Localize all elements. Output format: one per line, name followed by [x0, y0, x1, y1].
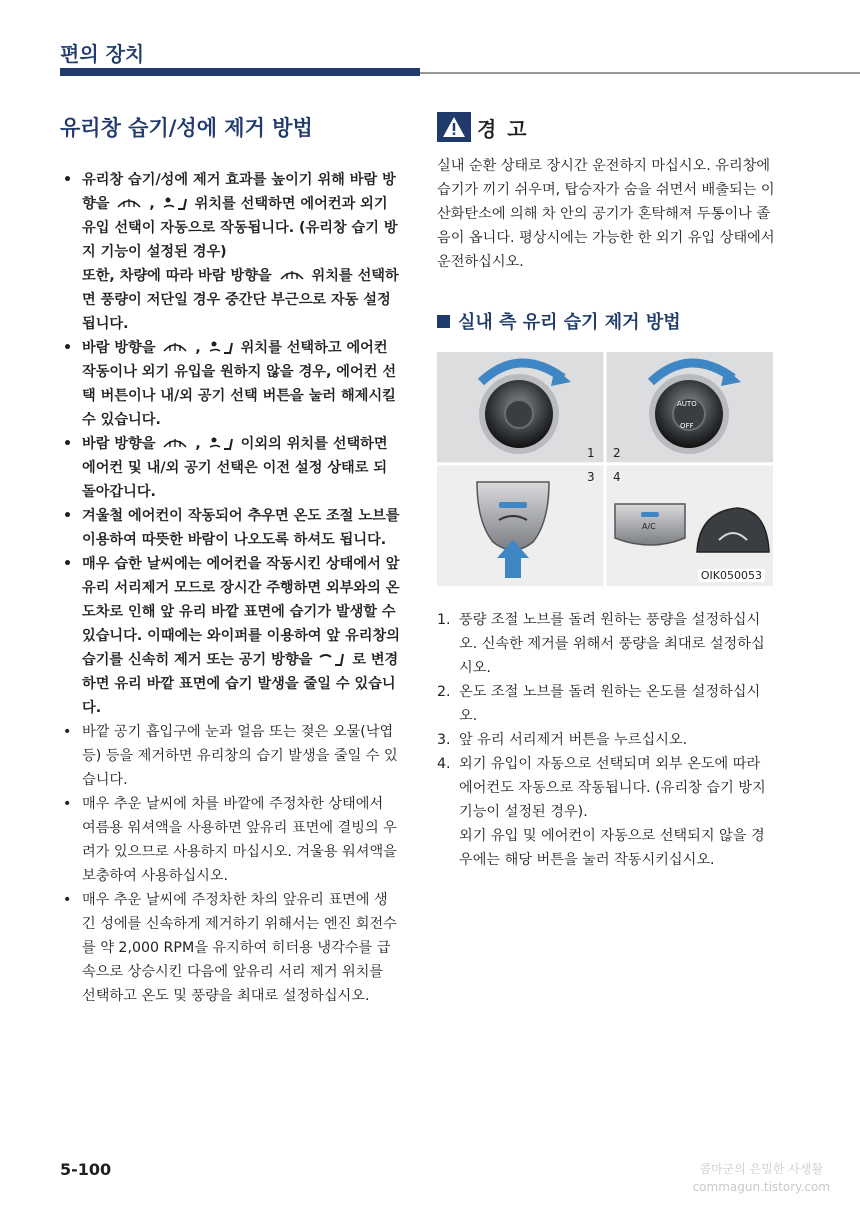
windshield-defrost-icon: [160, 435, 190, 451]
bullet-text: 이외의 위치를 선택하면 에어컨 및 내/외 공기 선택은 이전 설정 상태로 되돌아갑니다.: [82, 436, 388, 500]
right-column: [437, 112, 777, 872]
step-number: 4.: [437, 756, 451, 772]
figure-number: 1: [587, 446, 595, 460]
floor-defrost-icon: [206, 435, 236, 451]
bullet-text: 유리창 습기/성에 제거 효과를 높이기 위해 바람 방향을: [82, 172, 396, 212]
bullet-list: [60, 168, 400, 1008]
step-note: 외기 유입 및 에어컨이 자동으로 선택되지 않을 경우에는 해당 버튼을 눌러 작동시키십시오.: [459, 828, 765, 868]
list-item: [60, 888, 400, 1008]
figure-number: 4: [613, 470, 621, 484]
list-item: [60, 792, 400, 888]
section-header: 편의 장치: [60, 42, 145, 66]
left-column: [60, 112, 400, 1008]
step-text: 외기 유입이 자동으로 선택되며 외부 온도에 따라 에어컨도 자동으로 작동됩니다. (유리창 습기 방지 기능이 설정된 경우).: [459, 756, 766, 820]
bullet-text: 바람 방향을: [82, 436, 156, 452]
control-panel-figure: [437, 352, 773, 586]
header-bar: [60, 68, 420, 76]
step-item: [437, 680, 777, 728]
bullet-text: 위치를 선택하고 에어컨 작동이나 외기 유입을 원하지 않을 경우, 에어컨 선택 버튼이나 내/외 공기 선택 버튼을 눌러 해제시킬 수 있습니다.: [82, 340, 397, 428]
warning-icon: [437, 112, 471, 142]
subsection-title: [437, 308, 777, 334]
figure-number: 3: [587, 470, 595, 484]
watermark-line: commagun.tistory.com: [692, 1180, 830, 1194]
square-bullet-icon: [437, 315, 450, 328]
bullet-text: 로 변경하면 유리 바깥 표면에 습기 발생을 줄일 수 있습니다.: [82, 652, 399, 716]
step-number: 1.: [437, 612, 451, 628]
step-text: 앞 유리 서리제거 버튼을 누르십시오.: [459, 732, 688, 748]
bullet-text: 위치를 선택하면 에어컨과 외기 유입 선택이 자동으로 작동됩니다. (유리창 습기 방지 기능이 설정된 경우): [82, 196, 398, 260]
figure-code: OIK050053: [698, 569, 765, 582]
list-item: [60, 720, 400, 792]
windshield-defrost-icon: [277, 267, 307, 283]
temperature-knob: [649, 374, 729, 454]
list-item: [60, 552, 400, 720]
floor-defrost-icon: [206, 339, 236, 355]
bullet-text: 매우 추운 날씨에 주정차한 차의 앞유리 표면에 생긴 성에를 신속하게 제거하기 위해서는 엔진 회전수를 약 2,000 RPM을 유지하여 히터용 냉각수를 급속으로 상승시킨 다음에 앞유리 서리 제거 위치를 선택하고 온도 및 풍량을 최대로 설정하십시오.: [82, 892, 397, 1004]
bullet-text: 바람 방향을: [82, 340, 156, 356]
list-item: • 바람 방향을 , 이외의 위치를 선택하면 에어컨 및 내/외 공기 선택은 이전 설정 상태로 되돌아갑니다.: [60, 432, 400, 504]
steps-list: [437, 608, 777, 824]
watermark: [693, 1160, 830, 1196]
warning-text: 실내 순환 상태로 장시간 운전하지 마십시오. 유리창에 습기가 끼기 쉬우며, 탑승자가 숨을 쉬면서 배출되는 이산화탄소에 의해 차 안의 공기가 혼탁해져 두통이나 졸음이 옵니다. 평상시에는 가능한 한 외기 유입 상태에서 운전하십시오.: [437, 158, 775, 270]
step-text: 온도 조절 노브를 돌려 원하는 온도를 설정하십시오.: [459, 684, 761, 724]
bullet-text: 겨울철 에어컨이 작동되어 추우면 온도 조절 노브를 이용하여 따뜻한 바람이 나오도록 하셔도 됩니다.: [82, 508, 400, 548]
watermark-line: 콤마군의 은밀한 사생활: [699, 1162, 824, 1176]
defrost-direction-icon: [317, 651, 347, 667]
step-item: [437, 752, 777, 824]
list-item: • 유리창 습기/성에 제거 효과를 높이기 위해 바람 방향을 , 위치를 선택하면 에어컨과 외기 유입 선택이 자동으로 작동됩니다. (유리창 습기 방지 기능이 설정된 경우) 또한, 차량에 따라 바람 방향을 위치를 선택하면 풍량이 저단일 경우 중간단 부근으로 자동 설정됩니다.: [60, 168, 400, 336]
warning-header: [437, 112, 777, 142]
figure-number: 2: [613, 446, 621, 460]
list-item: [60, 504, 400, 552]
step-number: 2.: [437, 684, 451, 700]
floor-defrost-icon: [160, 195, 190, 211]
step-number: 3.: [437, 732, 451, 748]
windshield-defrost-icon: [114, 195, 144, 211]
knob-auto-label: AUTO: [677, 400, 697, 408]
header-line: [420, 72, 860, 74]
bullet-text: 매우 습한 날씨에는 에어컨을 작동시킨 상태에서 앞 유리 서리제거 모드로 장시간 주행하면 외부와의 온도차로 인해 앞 유리 바깥 표면에 습기가 발생할 수 있습니다. 이때에는 와이퍼를 이용하여 앞 유리창의 습기를 신속히 제거 또는 공기 방향을: [82, 556, 400, 668]
bullet-text: 매우 추운 날씨에 차를 바깥에 주정차한 상태에서 여름용 워셔액을 사용하면 앞유리 표면에 결빙의 우려가 있으므로 사용하지 마십시오. 겨울용 워셔액을 보충하여 사용하십시오.: [82, 796, 397, 884]
bullet-text: 위치를 선택하면 풍량이 저단일 경우 중간단 부근으로 자동 설정됩니다.: [82, 268, 399, 332]
step-item: [437, 608, 777, 680]
figure-illustration: [437, 352, 773, 586]
step-text: 풍량 조절 노브를 돌려 원하는 풍량을 설정하십시오. 신속한 제거를 위해서 풍량을 최대로 설정하십시오.: [459, 612, 765, 676]
section-title: 유리창 습기/성에 제거 방법: [60, 116, 313, 140]
warning-title: 경 고: [477, 116, 529, 141]
bullet-text: 바깥 공기 흡입구에 눈과 얼음 또는 젖은 오물(낙엽 등) 등을 제거하면 유리창의 습기 발생을 줄일 수 있습니다.: [82, 724, 398, 788]
step-item: [437, 728, 777, 752]
knob-off-label: OFF: [680, 422, 694, 430]
page-number: 5-100: [60, 1160, 112, 1179]
ac-label: A/C: [642, 522, 656, 531]
bullet-text: 또한, 차량에 따라 바람 방향을: [82, 268, 272, 284]
list-item: • 바람 방향을 , 위치를 선택하고 에어컨 작동이나 외기 유입을 원하지 않을 경우, 에어컨 선택 버튼이나 내/외 공기 선택 버튼을 눌러 해제시킬 수 있습니다.: [60, 336, 400, 432]
windshield-defrost-icon: [160, 339, 190, 355]
fan-speed-knob: [479, 374, 559, 454]
subsection-title-text: 실내 측 유리 습기 제거 방법: [458, 312, 681, 333]
